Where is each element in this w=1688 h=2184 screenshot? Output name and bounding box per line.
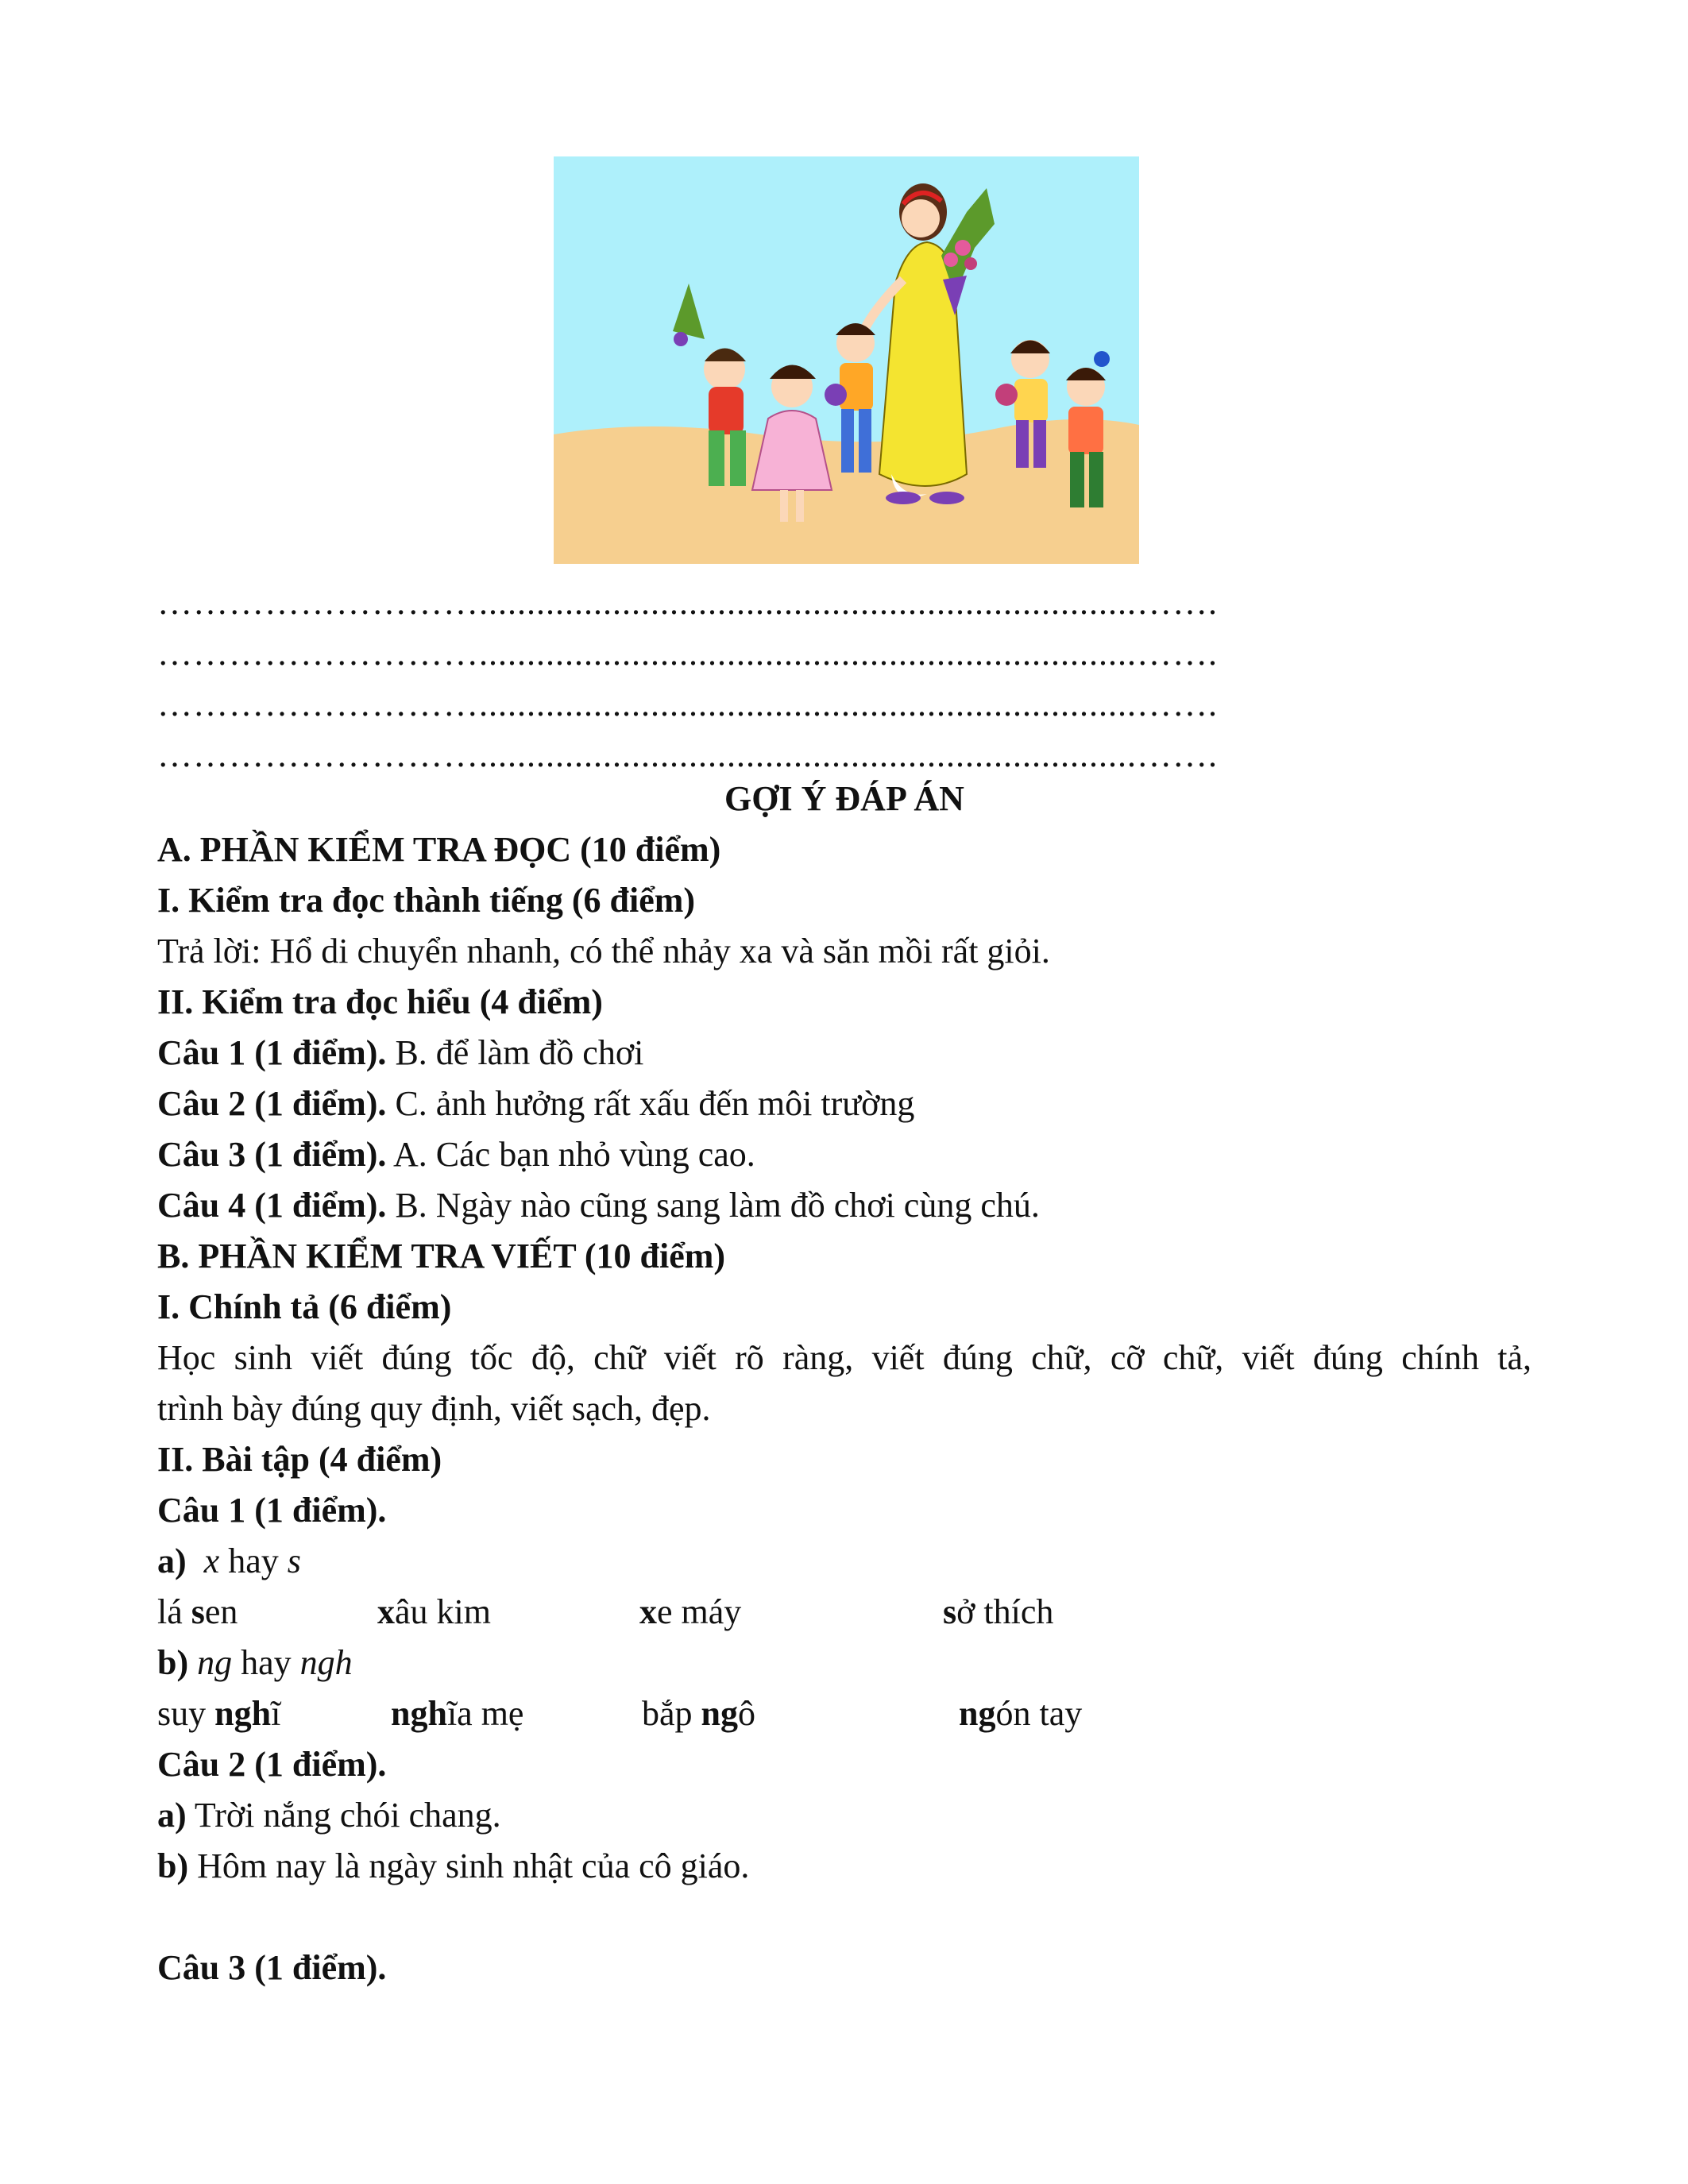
conjunction: hay <box>232 1643 300 1682</box>
exercise-1a-prompt <box>157 1536 1532 1587</box>
word-item: xe máy <box>639 1592 742 1631</box>
part-b-section-2-title: II. Bài tập (4 điểm) <box>157 1440 442 1479</box>
exercise-2a-answer <box>157 1790 1532 1841</box>
spelling-criteria-line-2: trình bày đúng quy định, viết sạch, đẹp. <box>157 1389 711 1428</box>
word-item: xâu kim <box>377 1592 491 1631</box>
word-item: suy nghĩ <box>157 1694 281 1733</box>
question-text: B. Ngày nào cũng sang làm đồ chơi cùng chú. <box>386 1186 1040 1225</box>
exercise-2b-answer <box>157 1841 1532 1892</box>
question-label: Câu 1 (1 điểm). <box>157 1033 387 1072</box>
question-text: C. ảnh hưởng rất xấu đến môi trường <box>386 1084 915 1123</box>
answer-dotted-line: ……………………….....................................................................……. <box>157 583 1218 622</box>
word-item: lá sen <box>157 1592 238 1631</box>
letters-ng: ng <box>197 1643 233 1682</box>
conjunction: hay <box>219 1542 288 1580</box>
part-a-section-2-title: II. Kiểm tra đọc hiểu (4 điểm) <box>157 982 603 1021</box>
word-item: ngón tay <box>959 1694 1083 1733</box>
word-item: bắp ngô <box>642 1694 756 1733</box>
part-b-title: B. PHẦN KIỂM TRA VIẾT (10 điểm) <box>157 1237 726 1275</box>
part-a-section-1-answer: Trả lời: Hổ di chuyển nhanh, có thể nhảy xa và săn mồi rất giỏi. <box>157 932 1050 970</box>
exercise-2-label: Câu 2 (1 điểm). <box>157 1745 387 1784</box>
question-4-answer <box>157 1180 1532 1231</box>
question-label: Câu 3 (1 điểm). <box>157 1135 387 1174</box>
item-label: b) <box>157 1846 189 1885</box>
answer-dotted-line: ……………………….....................................................................……. <box>157 634 1218 673</box>
teacher-children-illustration <box>554 156 1139 564</box>
answer-dotted-line: ……………………….....................................................................……. <box>157 685 1218 723</box>
question-text: A. Các bạn nhỏ vùng cao. <box>386 1135 755 1174</box>
part-a-title: A. PHẦN KIỂM TRA ĐỌC (10 điểm) <box>157 830 721 869</box>
question-text: B. để làm đồ chơi <box>386 1033 644 1072</box>
part-b-section-1-title: I. Chính tả (6 điểm) <box>157 1287 452 1326</box>
exercise-1-label: Câu 1 (1 điểm). <box>157 1491 387 1530</box>
answer-dotted-line: ……………………….....................................................................……. <box>157 735 1218 774</box>
answer-text: Trời nắng chói chang. <box>186 1796 501 1835</box>
question-1-answer <box>157 1028 1532 1078</box>
exercise-3-label: Câu 3 (1 điểm). <box>157 1948 387 1987</box>
part-a-section-1-title: I. Kiểm tra đọc thành tiếng (6 điểm) <box>157 881 696 920</box>
illustration-svg <box>554 156 1139 564</box>
letter-x: x <box>203 1542 220 1580</box>
letter-s: s <box>287 1542 301 1580</box>
item-label: a) <box>157 1542 187 1580</box>
spelling-criteria-line-1: Học sinh viết đúng tốc độ, chữ viết rõ ràng, viết đúng chữ, cỡ chữ, viết đúng chính tả, <box>157 1338 1532 1377</box>
exercise-1b-prompt <box>157 1638 1532 1688</box>
question-label: Câu 2 (1 điểm). <box>157 1084 387 1123</box>
answer-text: Hôm nay là ngày sinh nhật của cô giáo. <box>188 1846 750 1885</box>
item-label: b) <box>157 1643 189 1682</box>
item-label: a) <box>157 1796 187 1835</box>
word-item: sở thích <box>943 1592 1054 1631</box>
answer-key-heading: GỢI Ý ĐÁP ÁN <box>724 779 964 818</box>
word-item: nghĩa mẹ <box>391 1694 524 1733</box>
question-2-answer <box>157 1078 1532 1129</box>
letters-ngh: ngh <box>299 1643 353 1682</box>
question-label: Câu 4 (1 điểm). <box>157 1186 387 1225</box>
question-3-answer <box>157 1129 1532 1180</box>
